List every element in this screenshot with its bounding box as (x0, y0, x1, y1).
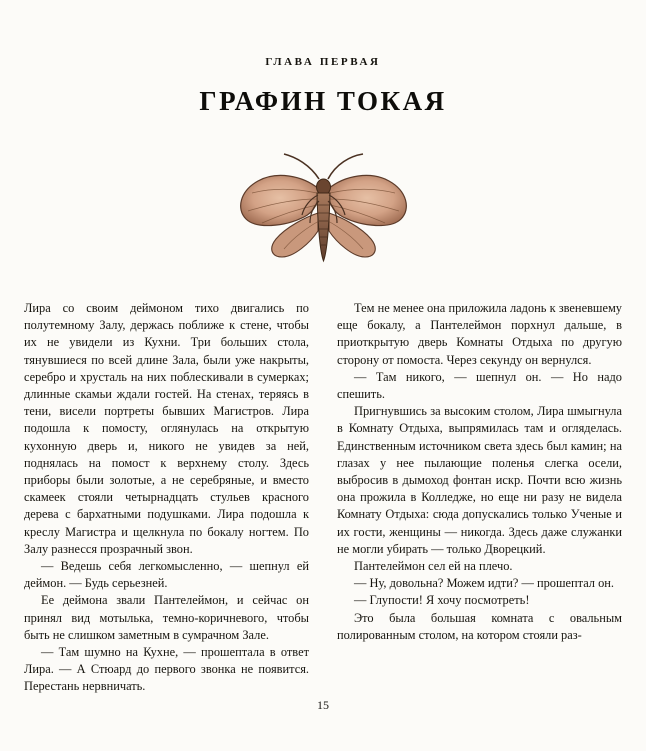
column-left (24, 300, 309, 696)
paragraph: — Там никого, — шепнул он. — Но надо спешить. (337, 369, 622, 402)
paragraph: Это была большая комната с овальным полированным столом, на котором стояли раз- (337, 610, 622, 642)
column-right (337, 300, 622, 696)
chapter-title: ГРАФИН ТОКАЯ (199, 86, 447, 116)
text-columns (24, 300, 622, 696)
chapter-label: ГЛАВА ПЕРВАЯ (265, 56, 381, 68)
moth-illustration (218, 135, 428, 285)
paragraph: Пригнувшись за высоким столом, Лира шмыгнула в Комнату Отдыха, выпрямилась там и огляделась. Единственным источником света здесь был камин; на глазах у нее пылающие поленья слегка осели, выбросив в дымоход фонтан искр. Почти всю жизнь она прожила в Колледже, но еще ни разу не видела Комнату Отдыха: сюда допускались только Ученые и их гости, женщины — никогда. Здесь даже служанки не могли убирать — только Дворецкий. (337, 404, 622, 556)
page-number: 15 (317, 698, 329, 712)
paragraph: — Глупости! Я хочу посмотреть! (354, 593, 530, 608)
paragraph: — Там шумно на Кухне, — прошептала в ответ Лира. — А Стюард до первого звонка не появится. Перестань нервничать. (24, 645, 309, 694)
paragraph: Лира со своим деймоном тихо двигались по полутемному Залу, держась поближе к стене, чтобы их не увидели из Кухни. Три больших стола, тянувшиеся по всей длине Зала, были уже накрыты, серебро и хрусталь на них поблескивали в сумерках; длинные скамьи ждали гостей. На стенах, теряясь в тени, висели портреты бывших Магистров. Лира подошла к помосту, оглянулась на открытую кухонную дверь и, никого не увидев за ней, поднялась на помост к верхнему столу. Здесь приборы были золотые, а не серебряные, и вместо скамеек стояли четырнадцать стульев красного дерева с бархатными подушками. Лира подошла к креслу Магистра и щелкнула по бокалу ногтем. По Залу разнесся прозрачный звон. (24, 301, 309, 556)
paragraph: Пантелеймон сел ей на плечо. (354, 559, 513, 574)
paragraph: — Ведешь себя легкомысленно, — шепнул ей деймон. — Будь серьезней. (24, 559, 309, 591)
paragraph: — Ну, довольна? Можем идти? — прошептал он. (354, 576, 615, 591)
paragraph: Тем не менее она приложила ладонь к звеневшему еще бокалу, а Пантелеймон порхнул дальше, в приоткрытую дверь Комнаты Отдыха по другую сторону от помоста. Через секунду он вернулся. (337, 301, 622, 367)
paragraph: Ее деймона звали Пантелеймон, и сейчас он принял вид мотылька, темно-коричневого, чтобы быть не слишком заметным в сумрачном Зале. (24, 593, 309, 642)
